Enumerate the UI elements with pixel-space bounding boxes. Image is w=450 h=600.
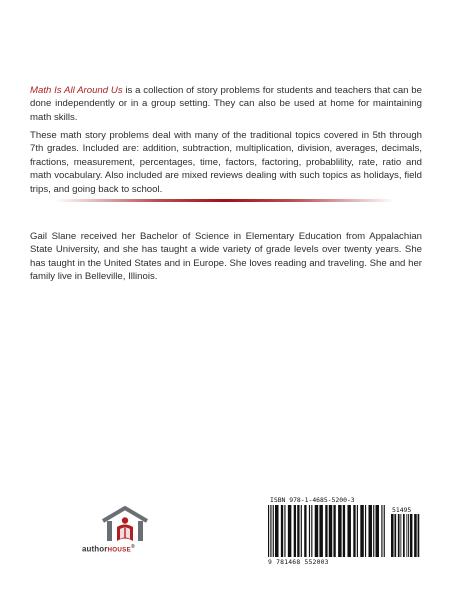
barcode-bar — [398, 514, 400, 557]
barcode-bar — [329, 505, 333, 557]
barcode-bar — [304, 505, 306, 557]
barcode-bar — [373, 505, 374, 557]
barcode-bar — [418, 514, 420, 557]
barcode-bar — [281, 505, 283, 557]
registered-mark: ® — [131, 544, 135, 550]
author-bio: Gail Slane received her Bachelor of Science in Elementary Education from Appalachian State University, and she has taught a wide variety of grade levels over twenty years. She has taught in the United States and in Europe. She loves reading and traveling. She and her family live in Belleville, Illinois. — [30, 230, 422, 283]
description-paragraph-2: These math story problems deal with many of the traditional topics covered in 5th through 7th grades. Included are: addition, subtraction, multiplication, division, averages, decimals, fractions, measurement, percentages, time, factors, factoring, probablility, rate, ratio and math vocabulary. Also included are mixed reviews dealing with such topics as holidays, field trips, and going back to school. — [30, 129, 422, 195]
barcode-bar — [368, 505, 372, 557]
barcode-bar — [319, 505, 323, 557]
barcode-bar — [403, 514, 405, 557]
barcode-bar — [338, 505, 342, 557]
barcode-bar — [414, 514, 417, 557]
barcode-bar — [360, 505, 364, 557]
barcode-bar — [288, 505, 292, 557]
barcode-bar — [268, 505, 269, 557]
isbn-barcode — [262, 496, 426, 570]
barcode-bar — [406, 514, 407, 557]
barcode-bar — [357, 505, 358, 557]
barcode-bar — [394, 514, 396, 557]
barcode-bar — [284, 505, 285, 557]
barcode-bar — [347, 505, 351, 557]
barcode-bar — [275, 505, 279, 557]
price-code: 51495 — [392, 506, 412, 514]
barcode-bar — [391, 514, 394, 557]
barcode-bar — [400, 514, 401, 557]
barcode-bar — [343, 505, 345, 557]
barcode-digits: 9 781468 552003 — [268, 558, 329, 566]
barcode-bar — [375, 505, 379, 557]
section-divider — [55, 199, 395, 202]
description-paragraph-1 — [30, 84, 422, 125]
publisher-name-part1: author — [82, 544, 108, 554]
barcode-bar — [353, 505, 355, 557]
barcode-bar — [365, 505, 366, 557]
barcode-bar — [408, 514, 409, 557]
description-paragraph-1-text: is a collection of story problems for students and teachers that can be done independently or in a group setting. They can also be used at home for maintaining math skills. — [30, 84, 422, 123]
barcode-bar — [325, 505, 327, 557]
barcode-bar — [297, 505, 299, 557]
publisher-name — [82, 544, 135, 554]
barcode-bar — [301, 505, 302, 557]
barcode-bar — [315, 505, 319, 557]
barcode-bars-addon — [391, 514, 421, 557]
barcode-bar — [309, 505, 310, 557]
isbn-label: ISBN 978-1-4685-5200-3 — [270, 496, 355, 504]
house-book-icon — [95, 505, 155, 543]
barcode-bar — [311, 505, 312, 557]
barcode-bars-main — [268, 505, 386, 557]
barcode-bar — [381, 505, 382, 557]
publisher-name-part2: HOUSE — [107, 546, 132, 554]
barcode-bar — [270, 505, 271, 557]
barcode-bar — [410, 514, 413, 557]
book-title: Math Is All Around Us — [30, 84, 123, 96]
barcode-bar — [333, 505, 335, 557]
barcode-bar — [294, 505, 296, 557]
barcode-bar — [384, 505, 385, 557]
barcode-bar — [273, 505, 274, 557]
